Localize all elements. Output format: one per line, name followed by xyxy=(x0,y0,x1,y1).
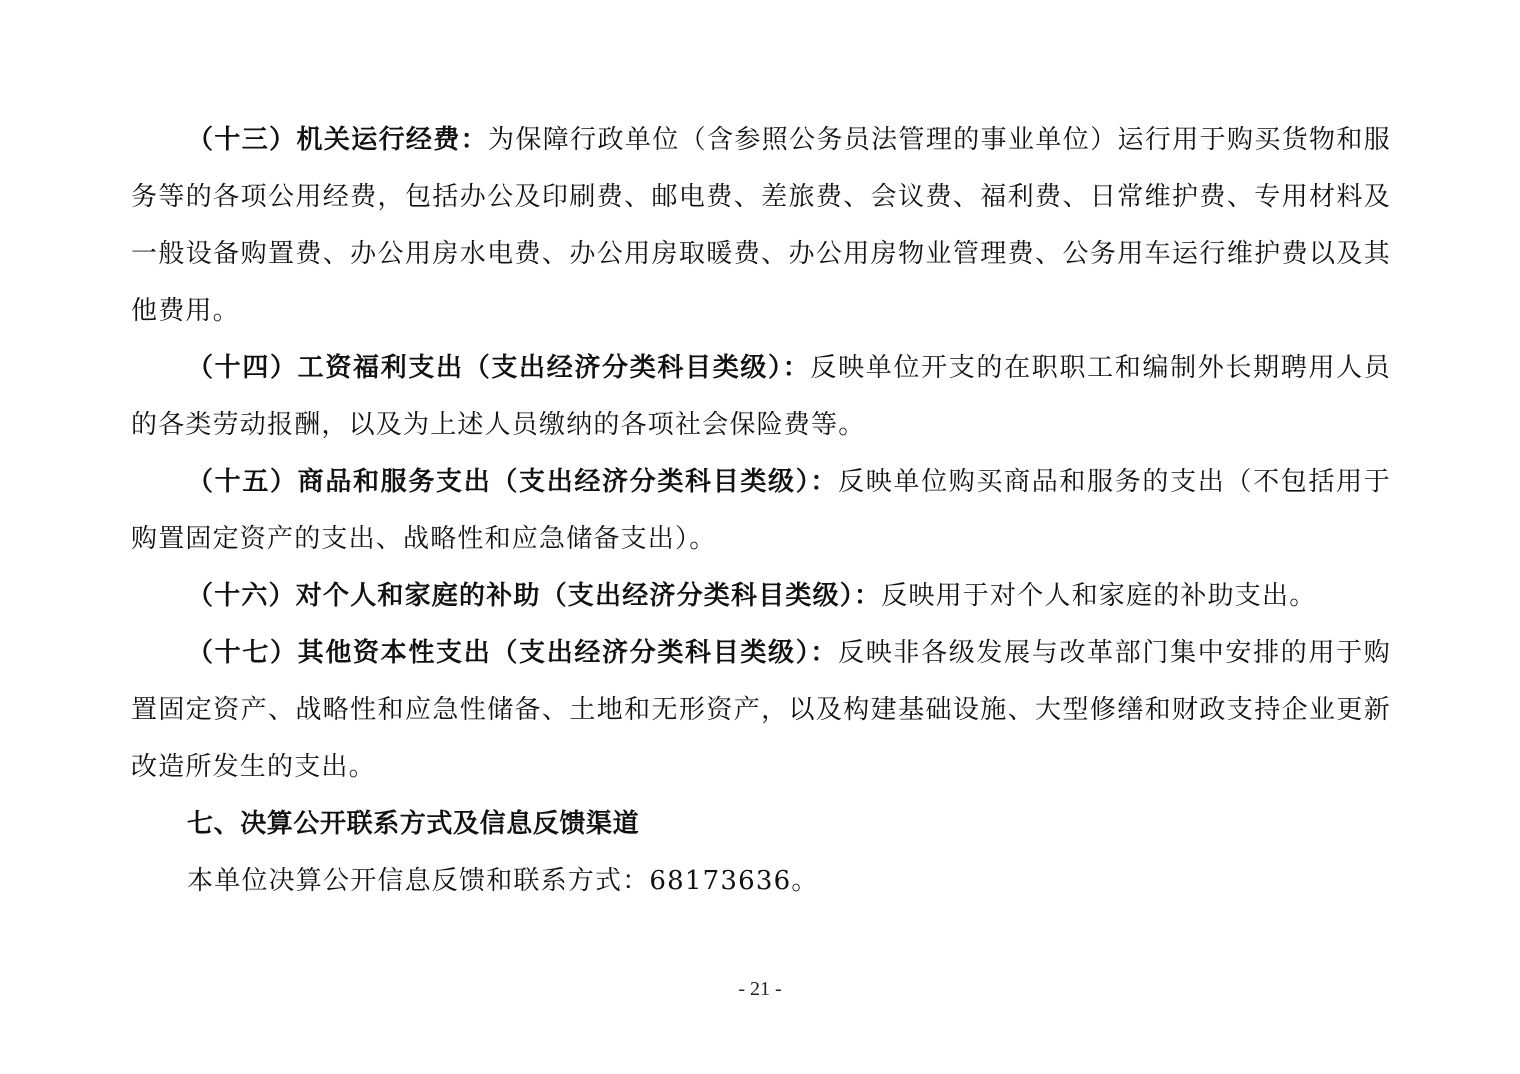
definition-paragraph-17 xyxy=(131,625,1391,796)
document-body xyxy=(131,112,1391,910)
term-description: 反映非各级发展与改革部门集中安排的用于购置固定资产、战略性和应急性储备、土地和无形资产，以及构建基础设施、大型修缮和财政支持企业更新改造所发生的支出。 xyxy=(131,638,1391,782)
term-label: （十六）对个人和家庭的补助（支出经济分类科目类级）： xyxy=(187,581,882,611)
section-heading: 七、决算公开联系方式及信息反馈渠道 xyxy=(187,809,640,839)
term-label: （十四）工资福利支出（支出经济分类科目类级）： xyxy=(187,353,811,383)
term-description: 反映用于对个人和家庭的补助支出。 xyxy=(881,581,1317,611)
definition-paragraph-13 xyxy=(131,112,1391,340)
term-label: （十五）商品和服务支出（支出经济分类科目类级）： xyxy=(187,467,839,497)
page-number: - 21 - xyxy=(738,978,782,1000)
definition-paragraph-16 xyxy=(131,568,1391,625)
term-description: 反映单位购买商品和服务的支出（不包括用于购置固定资产的支出、战略性和应急储备支出）。 xyxy=(131,467,1391,554)
term-label: （十七）其他资本性支出（支出经济分类科目类级）： xyxy=(187,638,839,668)
term-label: （十三）机关运行经费： xyxy=(187,125,489,155)
term-description: 为保障行政单位（含参照公务员法管理的事业单位）运行用于购买货物和服务等的各项公用经费，包括办公及印刷费、邮电费、差旅费、会议费、福利费、日常维护费、专用材料及一般设备购置费、办公用房水电费、办公用房取暖费、办公用房物业管理费、公务用车运行维护费以及其他费用。 xyxy=(131,125,1391,326)
term-description: 反映单位开支的在职职工和编制外长期聘用人员的各类劳动报酬，以及为上述人员缴纳的各项社会保险费等。 xyxy=(131,353,1391,440)
definition-paragraph-15 xyxy=(131,454,1391,568)
definition-paragraph-14 xyxy=(131,340,1391,454)
contact-paragraph: 本单位决算公开信息反馈和联系方式：68173636。 xyxy=(187,866,819,896)
